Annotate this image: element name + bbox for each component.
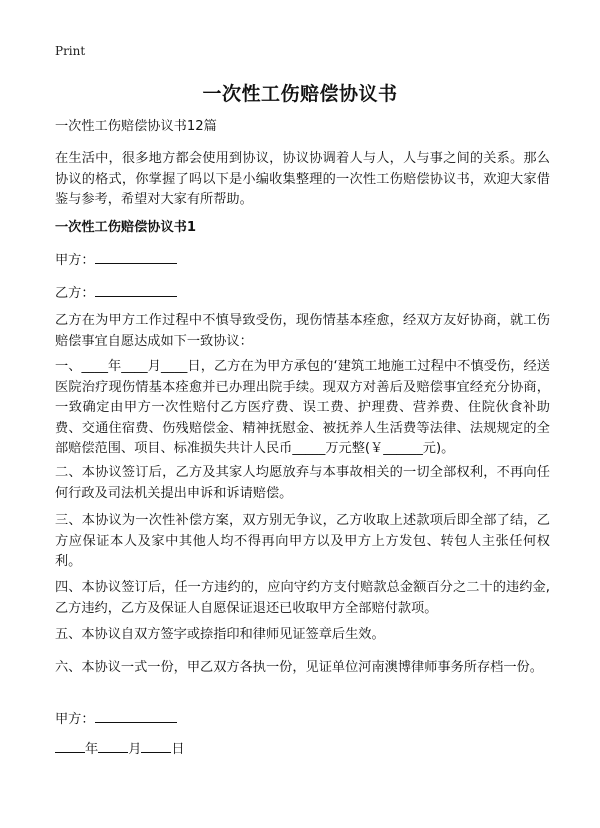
day-label: 日 [171, 742, 185, 757]
day-blank [141, 738, 171, 753]
party-b-blank [95, 282, 177, 297]
party-a-label: 甲方： [55, 253, 95, 268]
document-subtitle: 一次性工伤赔偿协议书12篇 [55, 119, 217, 134]
agreement-preamble: 乙方在为甲方工作过程中不慎导致受伤，现伤情基本痊愈，经双方友好协商，就工伤赔偿事宜自愿达成如下一致协议： [55, 313, 550, 349]
page-title: 一次性工伤赔偿协议书 [202, 83, 398, 105]
month-blank [98, 738, 128, 753]
month-label: 月 [128, 742, 142, 757]
clause-6: 六、本协议一式一份，甲乙双方各执一份，见证单位河南澳博律师事务所存档一份。 [55, 660, 543, 675]
party-a-signature-blank [95, 708, 177, 723]
party-a-line [55, 249, 177, 271]
clause-2: 二、本协议签订后，乙方及其家人均愿放弃与本事故相关的一切全部权利，不再向任何行政及司法机关提出申诉和诉请赔偿。 [55, 465, 550, 501]
party-a-blank [95, 249, 177, 264]
clause-4: 四、本协议签订后，任一方违约的，应向守约方支付赔款总金额百分之二十的违约金,乙方违约，乙方及保证人自愿保证退还已收取甲方全部赔付款项。 [55, 580, 550, 616]
clause-5: 五、本协议自双方签字或捺指印和律师见证签章后生效。 [55, 627, 385, 642]
party-b-line [55, 282, 177, 304]
clause-1: 一、____年____月____日，乙方在为甲方承包的‘建筑工地施工过程中不慎受伤，经送医院治疗现伤情基本痊愈并已办理出院手续。现双方对善后及赔偿事宜经充分协商，一致确定由甲方一次性赔付乙方医疗费、误工费、护理费、营养费、住院伙食补助费、交通住宿费、伤残赔偿金、精神抚慰金、被抚养人生活费等法律、法规规定的全部赔偿范围、项目、标准损失共计人民币_____万元整(￥______元)。 [55, 359, 550, 456]
year-blank [55, 738, 85, 753]
party-a-signature-label: 甲方： [55, 712, 95, 727]
clause-3: 三、本协议为一次性补偿方案，双方别无争议，乙方收取上述款项后即全部了结，乙方应保证本人及家中其他人均不得再向甲方以及甲方上方发包、转包人主张任何权利。 [55, 513, 550, 569]
party-b-label: 乙方： [55, 286, 95, 301]
year-label: 年 [85, 742, 99, 757]
print-link[interactable]: Print [55, 44, 86, 58]
section-heading: 一次性工伤赔偿协议书1 [55, 220, 197, 235]
date-line [55, 738, 185, 760]
intro-paragraph: 在生活中，很多地方都会使用到协议，协议协调着人与人，人与事之间的关系。那么协议的格式，你掌握了吗以下是小编收集整理的一次性工伤赔偿协议书，欢迎大家借鉴与参考，希望对大家有所帮助。 [55, 151, 550, 207]
party-a-signature-line [55, 708, 177, 730]
